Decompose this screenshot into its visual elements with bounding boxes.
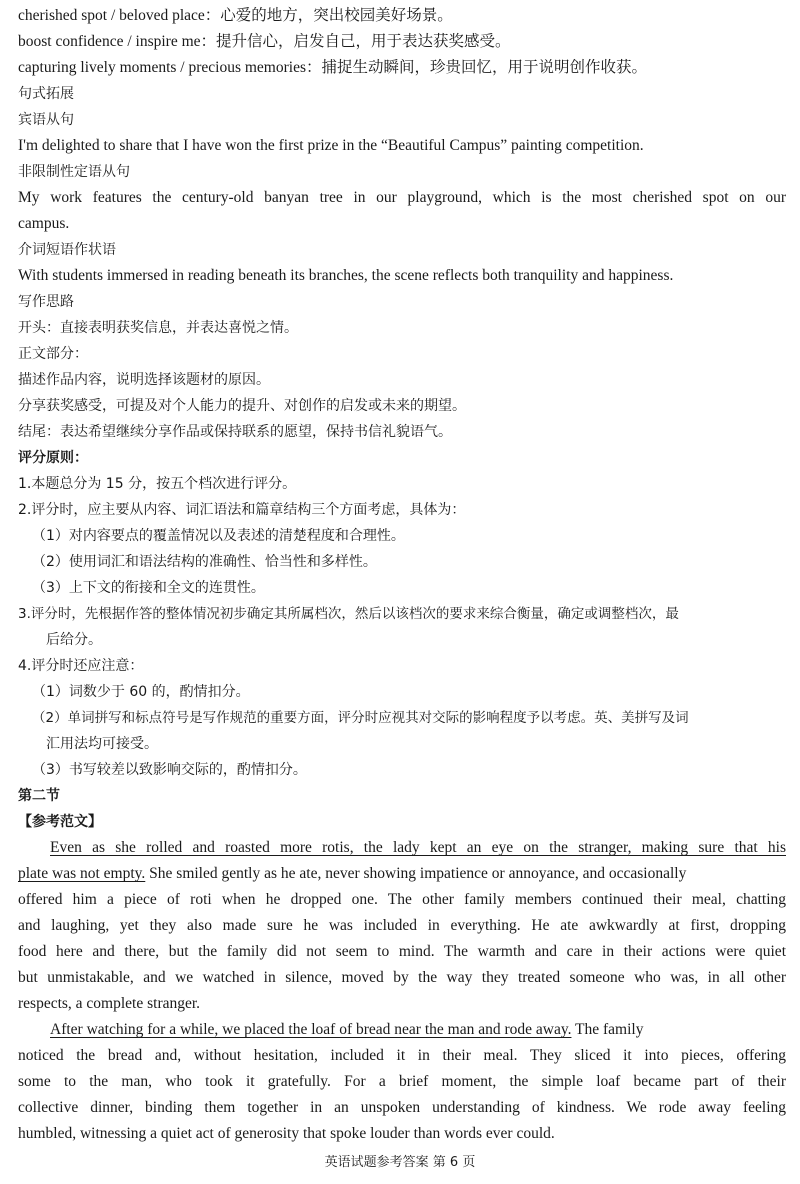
writing-ideas-body-item-2: 分享获奖感受，可提及对个人能力的提升、对创作的启发或未来的期望。 (18, 398, 466, 414)
prep-phrase-label: 介词短语作状语 (18, 242, 116, 258)
sentence-ext-heading: 句式拓展 (18, 86, 74, 102)
sample-p1-line-4: and laughing, yet they also made sure he was included in everything. He ate awkwardly at first, dropping (18, 917, 786, 934)
underlined-sentence: After watching for a while, we placed the loaf of bread near the man and rode away. (50, 1021, 572, 1038)
sample-p1-line-5: food here and there, but the family did not seem to mind. The warmth and care in their actions were quiet (18, 943, 786, 960)
writing-ideas-body-item-1: 描述作品内容，说明选择该题材的原因。 (18, 372, 270, 388)
sample-p2-line-5: humbled, witnessing a quiet act of generosity that spoke louder than words ever could. (18, 1125, 555, 1142)
sample-p2-line-4: collective dinner, binding them together in an unspoken understanding of kindness. We rode away feeling (18, 1099, 786, 1116)
writing-ideas-ending: 结尾：表达希望继续分享作品或保持联系的愿望，保持书信礼貌语气。 (18, 424, 452, 440)
object-clause-sentence: I'm delighted to share that I have won the first prize in the “Beautiful Campus” painting competition. (18, 137, 644, 154)
scoring-rule-2-3: （3）上下文的衔接和全文的连贯性。 (32, 580, 265, 596)
sample-p2-line-3: some to the man, who took it gratefully. For a brief moment, the simple loaf became part of their (18, 1073, 786, 1090)
phrase-line-2: boost confidence / inspire me：提升信心，启发自己，用于表达获奖感受。 (18, 33, 511, 50)
nonrestrictive-label: 非限制性定语从句 (18, 164, 130, 180)
scoring-rule-1: 1.本题总分为 15 分，按五个档次进行评分。 (18, 476, 297, 492)
sample-p2-line-1 (50, 1020, 786, 1040)
sample-p1-line-1 (50, 838, 786, 858)
scoring-rule-2-2: （2）使用词汇和语法结构的准确性、恰当性和多样性。 (32, 554, 377, 570)
scoring-rule-4-2-line-2: 汇用法均可接受。 (46, 736, 158, 752)
scoring-rule-4: 4.评分时还应注意： (18, 658, 144, 674)
scoring-rule-3-line-1: 3.评分时，先根据作答的整体情况初步确定其所属档次，然后以该档次的要求来综合衡量，确定或调整档次，最 (18, 606, 679, 622)
prep-phrase-sentence: With students immersed in reading beneath its branches, the scene reflects both tranquility and happiness. (18, 267, 674, 284)
sample-p1-line-3: offered him a piece of roti when he dropped one. The other family members continued their meal, chatting (18, 891, 786, 908)
sample-p1-line-7: respects, a complete stranger. (18, 995, 201, 1012)
sample-p2-line-2: noticed the bread and, without hesitation, included it in their meal. They sliced it into pieces, offering (18, 1047, 786, 1064)
sample-p1-line-2-rest: She smiled gently as he ate, never showing impatience or annoyance, and occasionally (145, 865, 687, 882)
scoring-rule-2-1: （1）对内容要点的覆盖情况以及表述的清楚程度和合理性。 (32, 528, 405, 544)
scoring-rule-2: 2.评分时，应主要从内容、词汇语法和篇章结构三个方面考虑，具体为： (18, 502, 466, 518)
scoring-heading: 评分原则： (18, 450, 88, 466)
sample-essay-label: 【参考范文】 (18, 814, 102, 830)
writing-ideas-body-label: 正文部分： (18, 346, 88, 362)
writing-ideas-opening: 开头：直接表明获奖信息，并表达喜悦之情。 (18, 320, 298, 336)
scoring-rule-4-1: （1）词数少于 60 的，酌情扣分。 (32, 684, 250, 700)
scoring-rule-3-line-2: 后给分。 (46, 632, 102, 648)
underlined-sentence: Even as she rolled and roasted more rotis, the lady kept an eye on the stranger, making sure that his (50, 839, 786, 856)
nonrestrictive-sentence-line-1: My work features the century-old banyan tree in our playground, which is the most cherished spot on our (18, 189, 786, 206)
scoring-rule-4-3: （3）书写较差以致影响交际的，酌情扣分。 (32, 762, 307, 778)
nonrestrictive-sentence-line-2: campus. (18, 215, 70, 232)
object-clause-label: 宾语从句 (18, 112, 74, 128)
scoring-rule-4-2-line-1: （2）单词拼写和标点符号是写作规范的重要方面，评分时应视其对交际的影响程度予以考虑。英、美拼写及词 (32, 710, 689, 726)
phrase-line-1: cherished spot / beloved place：心爱的地方，突出校园美好场景。 (18, 7, 453, 24)
page-footer: 英语试题参考答案 第 6 页 (324, 1155, 476, 1170)
section-2-heading: 第二节 (18, 788, 60, 804)
sample-p2-line-1-rest: The family (571, 1021, 644, 1038)
sample-p1-line-2 (18, 864, 786, 884)
phrase-line-3: capturing lively moments / precious memories：捕捉生动瞬间，珍贵回忆，用于说明创作收获。 (18, 59, 647, 76)
sample-p1-line-6: but unmistakable, and we watched in silence, moved by the way they treated someone who was, in all other (18, 969, 786, 986)
writing-ideas-heading: 写作思路 (18, 294, 74, 310)
underlined-sentence-end: plate was not empty. (18, 865, 146, 882)
